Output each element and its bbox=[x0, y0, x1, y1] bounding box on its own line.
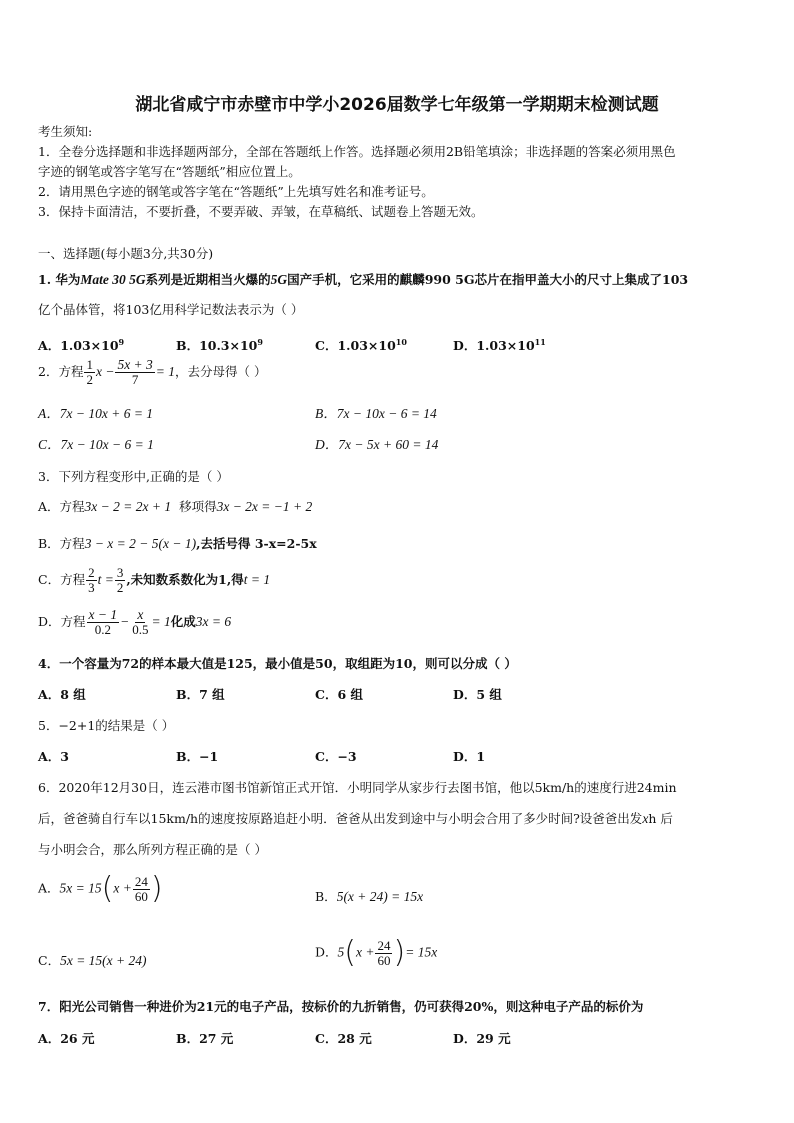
page-title: 湖北省咸宁市赤壁市中学小2026届数学七年级第一学期期末检测试题 bbox=[135, 95, 659, 115]
q7-option-b: B．27 元 bbox=[176, 1031, 234, 1046]
q7-stem: 7．阳光公司销售一种进价为21元的电子产品，按标价的九折销售，仍可获得20%，则这种电子产品的标价为 bbox=[38, 999, 644, 1014]
q1-stem-line2: 亿个晶体管，将103亿用科学记数法表示为（ ） bbox=[38, 302, 304, 317]
notice-heading: 考生须知: bbox=[38, 124, 93, 139]
q5-option-c: C．−3 bbox=[315, 749, 357, 764]
q5-option-b: B．−1 bbox=[176, 749, 219, 764]
q4-option-c: C．6 组 bbox=[315, 687, 363, 702]
q4-stem: 4．一个容量为72的样本最大值是125，最小值是50，取组距为10，则可以分成（ ） bbox=[38, 656, 517, 671]
q6-option-c: C．5x = 15(x + 24) bbox=[38, 953, 147, 968]
notice-item: 1．全卷分选择题和非选择题两部分，全部在答题纸上作答。选择题必须用2B铅笔填涂；非选择题的答案必须用黑色 bbox=[38, 144, 676, 159]
q5-option-a: A．3 bbox=[38, 749, 69, 764]
q6-stem-line1: 6．2020年12月30日，连云港市图书馆新馆正式开馆．小明同学从家步行去图书馆，他以5km/h的速度行进24min bbox=[38, 780, 677, 795]
q7-option-c: C．28 元 bbox=[315, 1031, 372, 1046]
section-heading: 一、选择题(每小题3分,共30分) bbox=[38, 246, 214, 261]
notice-item: 字迹的钢笔或答字笔写在“答题纸”相应位置上。 bbox=[38, 164, 301, 179]
q6-option-d: D．5(x + $\frac{24}{60}$ )= 15x bbox=[315, 935, 438, 970]
q2-option-a: A．7x − 10x + 6 = 1 bbox=[38, 406, 154, 421]
q6-stem-line3: 与小明会合，那么所列方程正确的是（ ） bbox=[38, 842, 267, 857]
notice-item: 2．请用黑色字迹的钢笔或答字笔在“答题纸”上先填写姓名和准考证号。 bbox=[38, 184, 434, 199]
q6-option-b: B．5(x + 24) = 15x bbox=[315, 889, 424, 904]
q4-option-d: D．5 组 bbox=[453, 687, 502, 702]
q6-option-a: A．5x = 15(x + $\frac{24}{60}$ ) bbox=[38, 871, 163, 906]
q7-option-d: D．29 元 bbox=[453, 1031, 511, 1046]
q2-stem: 2．方程 $\frac{1}{2}$ x − $\frac{5x + 3}{7}$ = 1，去分母得（ ） bbox=[38, 357, 267, 387]
q5-option-d: D．1 bbox=[453, 749, 486, 764]
q2-option-d: D．7x − 5x + 60 = 14 bbox=[315, 437, 439, 452]
q5-stem: 5．−2+1的结果是（ ） bbox=[38, 718, 175, 733]
notice-item: 3．保持卡面清洁，不要折叠，不要弄破、弄皱，在草稿纸、试题卷上答题无效。 bbox=[38, 204, 484, 219]
q1-stem-line1: 1. 华为Mate 30 5G系列是近期相当火爆的5G国产手机，它采用的麒麟990 5G芯片在指甲盖大小的尺寸上集成了103 bbox=[38, 272, 689, 287]
q2-option-c: C．7x − 10x − 6 = 1 bbox=[38, 437, 154, 452]
q2-option-b: B．7x − 10x − 6 = 14 bbox=[315, 406, 437, 421]
q3-stem: 3．下列方程变形中,正确的是（ ） bbox=[38, 469, 229, 484]
q4-option-a: A．8 组 bbox=[38, 687, 86, 702]
q1-option-a: A．$1.03\times 10^9$ bbox=[38, 337, 125, 354]
q4-option-b: B．7 组 bbox=[176, 687, 225, 702]
q3-option-d: D．方程 $\frac{x - 1}{0.2}$ − $\frac{x}{0.5}$ = 1化成3x = 6 bbox=[38, 607, 232, 637]
q7-option-a: A．26 元 bbox=[38, 1031, 95, 1046]
q6-stem-line2: 后，爸爸骑自行车以15km/h的速度按原路追赶小明．爸爸从出发到途中与小明会合用了多少时间?设爸爸出发xh 后 bbox=[38, 811, 673, 826]
q3-option-c: C．方程 $\frac{2}{3}$ t = $\frac{3}{2}$ ,未知数系数化为1,得t = 1 bbox=[38, 565, 271, 595]
q1-option-d: D．$1.03\times 10^{11}$ bbox=[453, 337, 546, 354]
q3-option-a: A．方程3x − 2 = 2x + 1 移项得3x − 2x = −1 + 2 bbox=[38, 499, 313, 514]
q1-option-c: C．$1.03\times 10^{10}$ bbox=[315, 337, 407, 354]
q1-option-b: B．$10.3\times 10^9$ bbox=[176, 337, 263, 354]
q3-option-b: B．方程3 − x = 2 − 5(x − 1),去括号得 3-x=2-5x bbox=[38, 536, 317, 551]
